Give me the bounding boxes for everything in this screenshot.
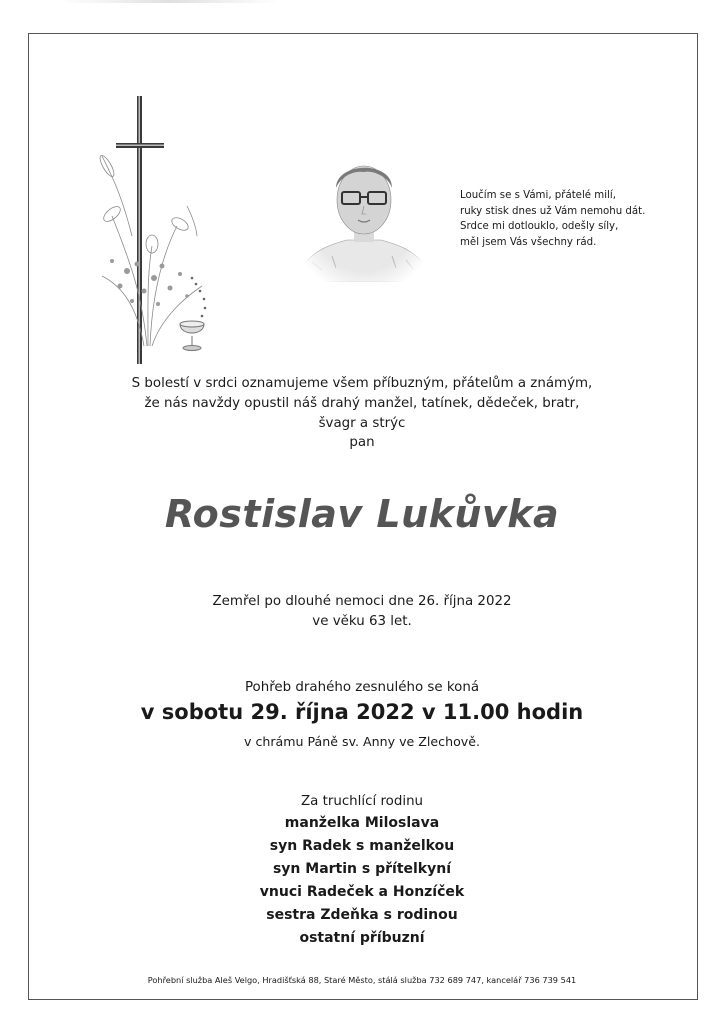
funeral-service-footer: Pohřební služba Aleš Velgo, Hradišťská 88, Staré Město, stálá služba 732 689 747, kancelář 736 739 541	[147, 975, 577, 985]
cross-flowers-illustration	[92, 96, 222, 368]
death-info	[0, 592, 724, 632]
poem-line: měl jsem Vás všechny rád.	[460, 236, 597, 248]
death-info-line: Zemřel po dlouhé nemoci dne 26. října 2022	[212, 594, 512, 609]
funeral-intro: Pohřeb drahého zesnulého se koná	[244, 680, 480, 695]
announcement	[0, 374, 724, 453]
mourner-item: sestra Zdeňka s rodinou	[266, 907, 458, 923]
funeral-place: v chrámu Páně sv. Anny ve Zlechově.	[244, 734, 480, 749]
poem-line: Srdce mi dotlouklo, odešly síly,	[460, 221, 619, 232]
funeral-date: v sobotu 29. října 2022 v 11.00 hodin	[140, 700, 584, 724]
scan-streak	[60, 0, 280, 3]
cross-icon	[116, 96, 164, 364]
announcement-line: S bolestí v srdci oznamujeme všem příbuzným, přátelům a známým,	[131, 376, 593, 391]
chalice-icon	[180, 321, 204, 351]
mourner-item: vnuci Radeček a Honzíček	[259, 884, 465, 900]
poem-line: Loučím se s Vámi, přátelé milí,	[460, 190, 616, 201]
mourner-item: ostatní příbuzní	[299, 930, 425, 946]
death-info-line: ve věku 63 let.	[312, 614, 412, 629]
announcement-line: švagr a strýc	[318, 415, 406, 431]
poem-line: ruky stisk dnes už Vám nemohu dát.	[460, 205, 646, 217]
mourner-item: syn Radek s manželkou	[269, 838, 455, 854]
mourners-intro: Za truchlící rodinu	[300, 794, 424, 809]
rosary-icon	[191, 277, 207, 318]
portrait-photo	[302, 150, 426, 282]
mourner-item: manželka Miloslava	[284, 815, 440, 831]
mourner-item: syn Martin s přítelkyní	[272, 861, 452, 877]
farewell-poem	[460, 188, 680, 250]
announcement-line: pan	[349, 435, 375, 451]
flowers-icon	[98, 154, 202, 346]
announcement-line: že nás navždy opustil náš drahý manžel, tatínek, dědeček, bratr,	[144, 395, 580, 411]
deceased-name: Rostislav Lukůvka	[164, 492, 560, 536]
mourners-section	[0, 791, 724, 950]
